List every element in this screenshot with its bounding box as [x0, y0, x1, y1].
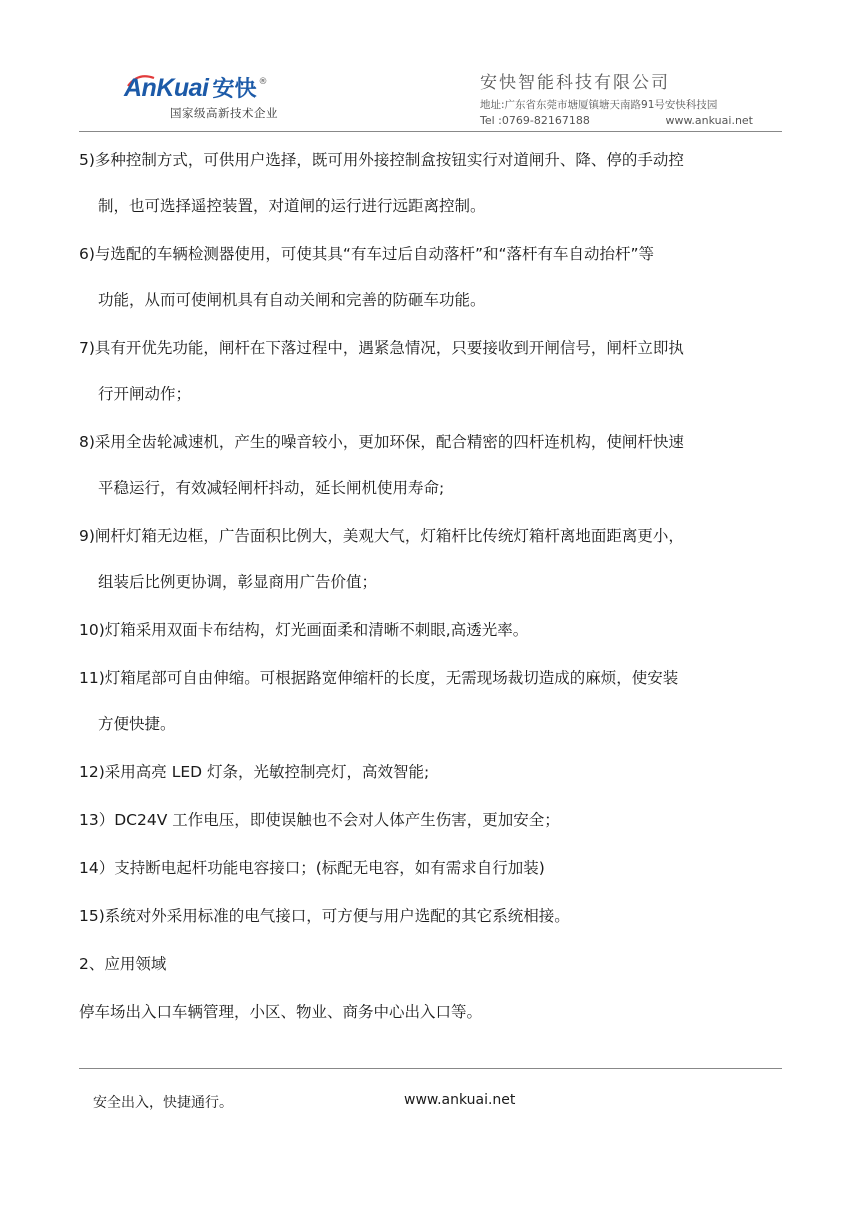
list-item-line: 10)灯箱采用双面卡布结构，灯光画面柔和清晰不刺眼,高透光率。	[79, 621, 529, 639]
logo-tagline: 国家级高新技术企业	[170, 106, 278, 120]
list-item-line: 15)系统对外采用标准的电气接口，可方便与用户选配的其它系统相接。	[79, 907, 570, 925]
list-item-line: 5)多种控制方式，可供用户选择，既可用外接控制盒按钮实行对道闸升、降、停的手动控	[79, 151, 684, 169]
list-item-line: 停车场出入口车辆管理，小区、物业、商务中心出入口等。	[79, 1003, 483, 1021]
header-divider	[79, 131, 782, 132]
list-item-continuation: 方便快捷。	[98, 715, 176, 733]
list-item	[79, 665, 784, 738]
list-item	[79, 335, 784, 408]
list-item-continuation: 功能，从而可使闸机具有自动关闸和完善的防砸车功能。	[98, 291, 486, 309]
logo-brand	[124, 72, 268, 106]
list-item	[79, 807, 784, 834]
list-item-line: 2、应用领域	[79, 955, 167, 973]
list-item-line: 13）DC24V 工作电压，即使误触也不会对人体产生伤害，更加安全；	[79, 811, 560, 829]
list-item	[79, 999, 784, 1026]
list-item	[79, 523, 784, 596]
list-item-line: 7)具有开优先功能，闸杆在下落过程中，遇紧急情况，只要接收到开闸信号，闸杆立即执	[79, 339, 684, 357]
footer-divider	[79, 1068, 782, 1069]
list-item	[79, 759, 784, 786]
company-tel: Tel :0769-82167188	[480, 114, 590, 127]
list-item	[79, 429, 784, 502]
list-item-line: 9)闸杆灯箱无边框，广告面积比例大，美观大气，灯箱杆比传统灯箱杆离地面距离更小，	[79, 527, 684, 545]
list-item-continuation: 平稳运行，有效减轻闸杆抖动，延长闸机使用寿命;	[98, 479, 445, 497]
company-logo	[124, 72, 314, 132]
company-website: www.ankuai.net	[665, 114, 753, 127]
list-item	[79, 903, 784, 930]
company-name: 安快智能科技有限公司	[480, 73, 670, 93]
list-item-line: 6)与选配的车辆检测器使用，可使其具“有车过后自动落杆”和“落杆有车自动抬杆”等	[79, 245, 655, 263]
list-item	[79, 951, 784, 978]
list-item-continuation: 制，也可选择遥控装置，对道闸的运行进行远距离控制。	[98, 197, 486, 215]
list-item-line: 11)灯箱尾部可自由伸缩。可根据路宽伸缩杆的长度，无需现场裁切造成的麻烦，使安装	[79, 669, 679, 687]
list-item	[79, 147, 784, 220]
list-item-continuation: 组装后比例更协调，彰显商用广告价值；	[98, 573, 378, 591]
logo-chinese-text: 安快	[212, 77, 257, 102]
logo-latin-text: AnKuai	[124, 74, 209, 102]
list-item	[79, 855, 784, 882]
footer-slogan: 安全出入，快捷通行。	[93, 1095, 233, 1111]
document-body	[79, 147, 784, 1026]
list-item-line: 14）支持断电起杆功能电容接口；(标配无电容，如有需求自行加装)	[79, 859, 545, 877]
list-item	[79, 241, 784, 314]
company-address: 地址:广东省东莞市塘厦镇塘天南路91号安快科技园	[480, 99, 718, 111]
list-item-continuation: 行开闸动作；	[98, 385, 192, 403]
page-header	[80, 60, 782, 132]
list-item-line: 8)采用全齿轮减速机，产生的噪音较小，更加环保，配合精密的四杆连机构，使闸杆快速	[79, 433, 684, 451]
list-item-line: 12)采用高亮 LED 灯条，光敏控制亮灯，高效智能;	[79, 763, 430, 781]
company-info	[480, 68, 780, 127]
list-item	[79, 617, 784, 644]
footer-url: www.ankuai.net	[404, 1092, 516, 1108]
company-contact	[480, 114, 753, 127]
registered-mark: ®	[258, 77, 268, 87]
